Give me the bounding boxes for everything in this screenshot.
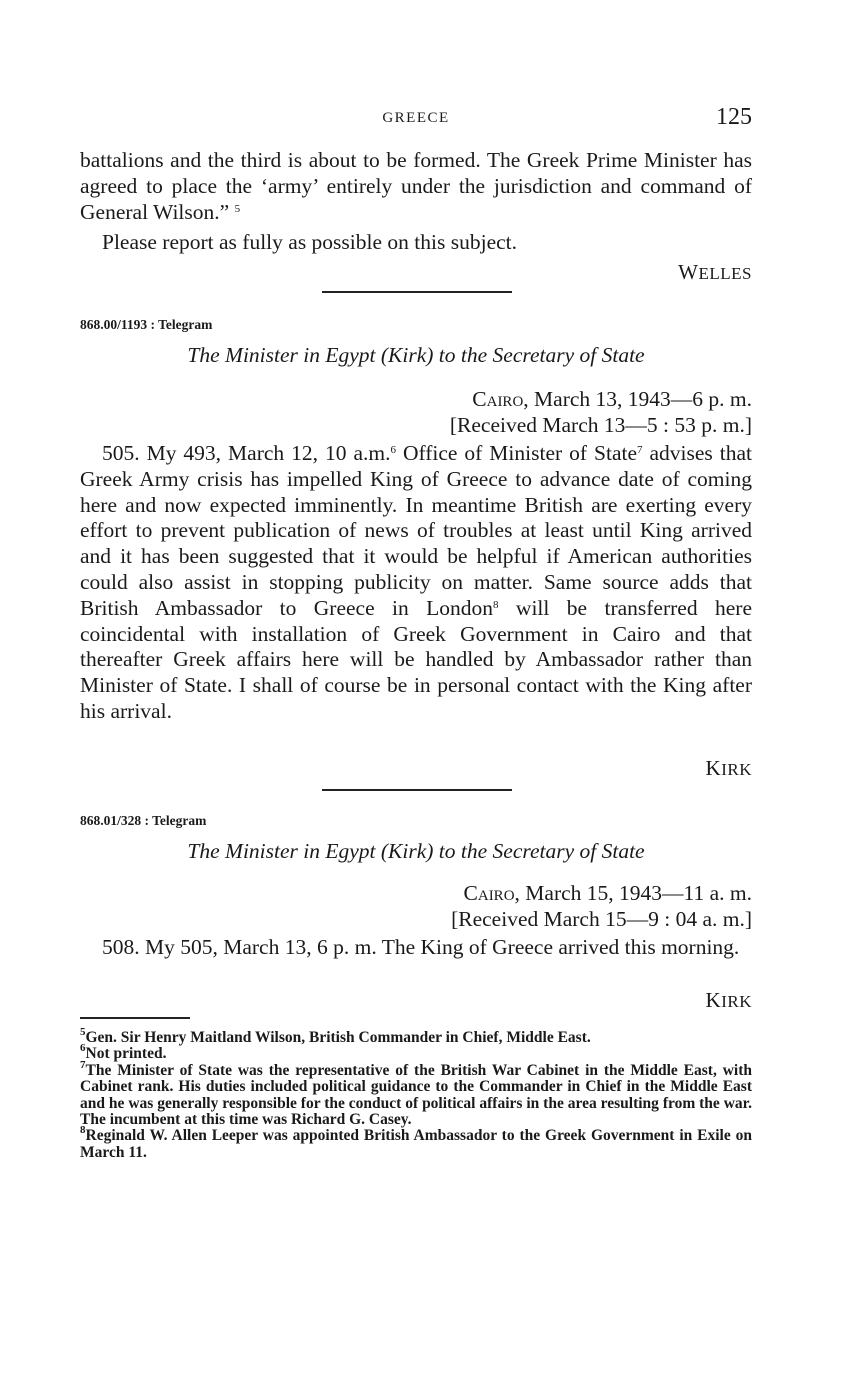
footnote: $^5$Gen. Sir Henry Maitland Wilson, British Commander in Chief, Middle East. bbox=[80, 1026, 591, 1046]
file-number: 868.01/328 : Telegram bbox=[80, 813, 207, 828]
signature-kirk: KIRK bbox=[705, 756, 752, 780]
request-paragraph: Please report as fully as possible on this subject. bbox=[102, 230, 517, 254]
footnote-ref: 6 bbox=[390, 444, 396, 456]
dateline bbox=[450, 386, 752, 438]
dateline-date: , March 15, 1943—11 a. m. bbox=[514, 881, 752, 905]
telegram-body: 505. My 493, March 12, 10 a.m.$^6$ Office of Minister of State$^7$ advises that Greek Army crisis has impelled King of Greece to advance date of coming here and now expected imminently. In meantime British are exerting every effort to prevent publication of news of troubles at least until King arrived and it has been suggested that it would be helpful if American authorities could also assist in stopping publicity on matter. Same source adds that British Ambassador to Greece in London$^8$ will be transferred here coincidental with installation of Greek Government in Cairo and that thereafter Greek affairs here will be handled by Ambassador rather than Minister of State. I shall of course be in personal contact with the King after his arrival. bbox=[80, 441, 752, 723]
continuation-paragraph bbox=[80, 148, 752, 225]
continuation-text: battalions and the third is about to be formed. The Greek Prime Minister has agreed to place the ‘army’ entirely under the jurisdiction and command of General Wilson.” bbox=[80, 148, 752, 224]
file-number: 868.00/1193 : Telegram bbox=[80, 317, 213, 332]
dateline bbox=[451, 880, 752, 932]
dateline-place: Cairo bbox=[472, 387, 524, 411]
telegram-body: 508. My 505, March 13, 6 p. m. The King of Greece arrived this morning. bbox=[102, 935, 740, 959]
signature-kirk: KIRK bbox=[705, 988, 752, 1012]
received-line: [Received March 13—5 : 53 p. m.] bbox=[449, 413, 752, 437]
section-divider bbox=[322, 291, 512, 293]
footnotes bbox=[80, 1026, 752, 1161]
dateline-place: Cairo bbox=[463, 881, 515, 905]
dateline-date: , March 13, 1943—6 p. m. bbox=[523, 387, 752, 411]
footnote-ref: 5 bbox=[234, 202, 241, 215]
page-number: 125 bbox=[716, 104, 752, 130]
document-heading: The Minister in Egypt (Kirk) to the Secretary of State bbox=[187, 343, 645, 367]
footnote-ref: 7 bbox=[637, 444, 643, 456]
signature-welles: WELLES bbox=[678, 260, 752, 284]
footnote-rule bbox=[80, 1017, 190, 1019]
footnote-ref: 8 bbox=[493, 598, 499, 611]
section-divider bbox=[322, 789, 512, 791]
footnote: $^7$The Minister of State was the representative of the British War Cabinet in the Middle East, with Cabinet rank. His duties included political guidance to the Commander in Chief in the Middle East and he was generally responsible for the conduct of political affairs in the area resulting from the war. The incumbent at this time was Richard G. Casey. bbox=[80, 1058, 752, 1129]
running-head bbox=[80, 104, 752, 134]
running-head-title: GREECE bbox=[382, 110, 450, 126]
footnote: $^6$Not printed. bbox=[80, 1042, 167, 1063]
document-heading: The Minister in Egypt (Kirk) to the Secretary of State bbox=[187, 839, 645, 863]
received-line: [Received March 15—9 : 04 a. m.] bbox=[451, 907, 752, 931]
footnote: $^8$Reginald W. Allen Leeper was appointed British Ambassador to the Greek Government in Exile on March 11. bbox=[80, 1124, 752, 1161]
